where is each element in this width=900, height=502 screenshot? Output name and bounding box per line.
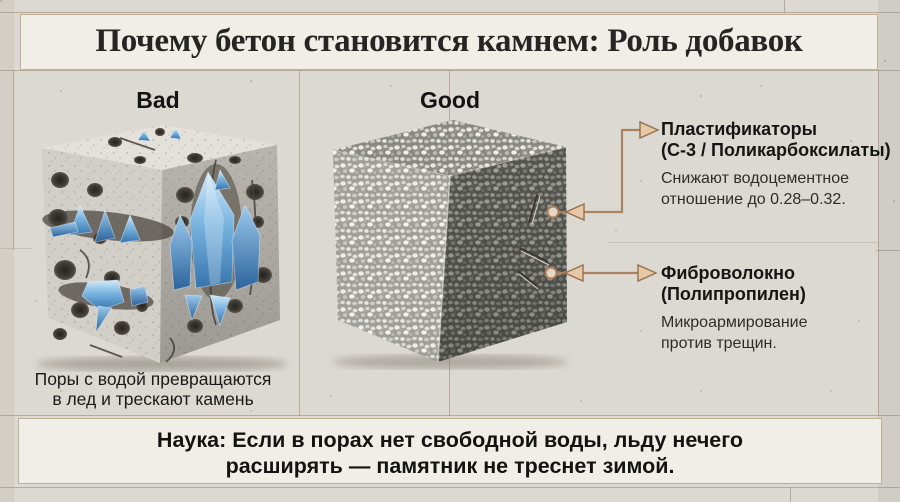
tile-seam bbox=[13, 70, 14, 250]
plasticizers-desc: Снижают водоцементное отношение до 0.28–0.32. bbox=[661, 170, 850, 208]
bad-cube-caption bbox=[20, 369, 286, 409]
bad-label: Bad bbox=[136, 87, 180, 113]
bad-cube-illustration bbox=[20, 110, 300, 372]
plasticizers-title-line1: Пластификаторы bbox=[661, 119, 818, 139]
footer-banner bbox=[18, 418, 882, 484]
bad-caption-line2: в лед и трескают камень bbox=[52, 389, 254, 409]
arrow-right-icon bbox=[640, 122, 658, 138]
fiber-title-line2: (Полипропилен) bbox=[661, 284, 806, 304]
annotation-plasticizers bbox=[661, 119, 893, 210]
fiber-desc: Микроармирование против трещин. bbox=[661, 314, 808, 352]
tile-seam bbox=[0, 487, 900, 488]
tile-seam bbox=[0, 12, 900, 13]
annotation-fiber bbox=[661, 263, 893, 354]
plasticizers-title-line2: (С-3 / Поликарбоксилаты) bbox=[661, 140, 891, 160]
tile-seam bbox=[876, 250, 900, 251]
wall-crease bbox=[608, 242, 878, 243]
footer-line2: расширять — памятник не треснет зимой. bbox=[225, 454, 675, 478]
arrow-right-icon bbox=[638, 265, 656, 281]
tile-seam bbox=[0, 70, 900, 71]
good-label: Good bbox=[419, 87, 481, 113]
tile-seam bbox=[790, 487, 791, 502]
footer-line1: Наука: Если в порах нет свободной воды, льду нечего bbox=[156, 428, 744, 452]
wall-shading-left bbox=[0, 0, 14, 502]
page-title: Почему бетон становится камнем: Роль добавок bbox=[95, 23, 803, 59]
tile-seam bbox=[784, 0, 785, 13]
bad-caption-line1: Поры с водой превращаются bbox=[34, 369, 272, 389]
title-banner bbox=[20, 14, 878, 70]
good-cube-illustration bbox=[322, 108, 572, 370]
tile-seam bbox=[0, 415, 900, 416]
wall-speckles bbox=[0, 0, 2, 2]
fiber-title-line1: Фиброволокно bbox=[661, 263, 795, 283]
